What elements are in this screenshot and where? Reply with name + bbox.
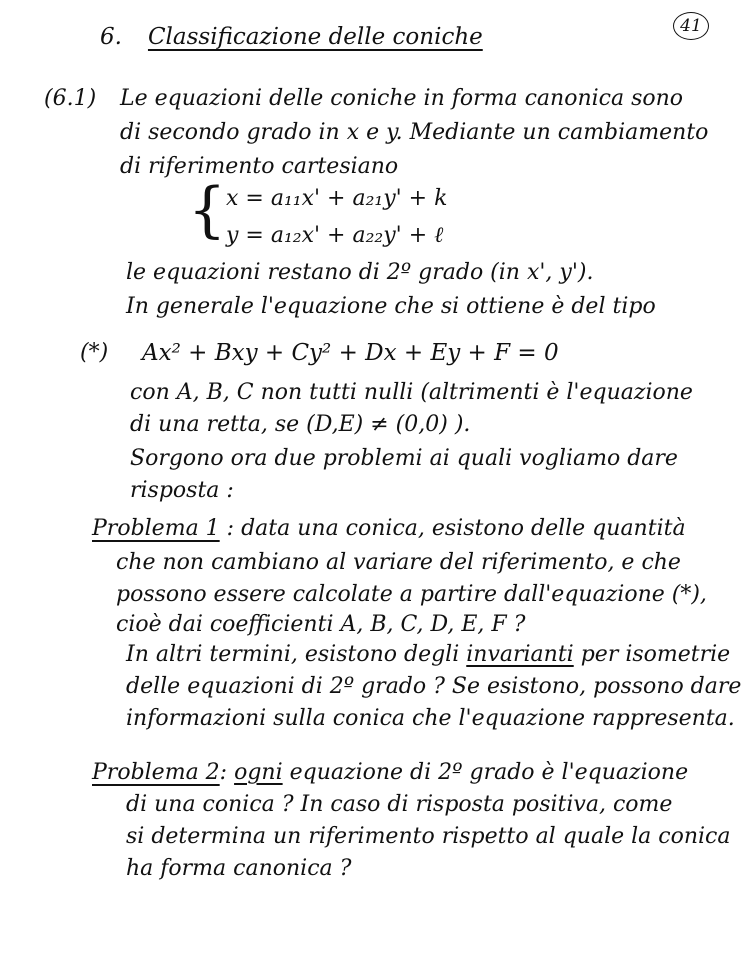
system-eq-y: y = a₁₂x' + a₂₂y' + ℓ [226,223,444,248]
problem1-line-4: cioè dai coefficienti A, B, C, D, E, F ? [116,612,526,637]
problem1-first-line [92,516,686,541]
chapter-number: 6. [100,24,122,50]
problem2-line-4: ha forma canonica ? [126,856,352,881]
problem1-first-text: : data una conica, esistono delle quantità [226,516,686,541]
equation-line-3: Sorgono ora due problemi ai quali vogliamo dare [130,446,678,471]
problem2-first-line [92,760,688,785]
problem2-ogni: ogni [234,760,283,785]
problem1-line5-post: per isometrie [573,642,731,667]
problem2-title: Problema 2 [92,760,220,785]
system-eq-x: x = a₁₁x' + a₂₁y' + k [226,186,448,211]
section-line-3: di riferimento cartesiano [120,154,399,179]
section-line-1: Le equazioni delle coniche in forma canonica sono [120,86,684,111]
problem1-line-6: delle equazioni di 2º grado ? Se esistono, possono dare [126,674,742,699]
equation-line-4: risposta : [130,478,234,503]
system-brace: { [188,175,227,245]
problem2-colon: : [219,760,235,785]
problem1-line-7: informazioni sulla conica che l'equazione rappresenta. [126,706,735,731]
section-after-line-2: In generale l'equazione che si ottiene è del tipo [126,294,656,319]
chapter-heading [100,24,483,50]
chapter-title: Classificazione delle coniche [147,24,483,50]
problem1-line-2: che non cambiano al variare del riferimento, e che [116,550,681,575]
equation-label: (*) [80,340,109,365]
problem1-invarianti: invarianti [466,642,574,667]
problem1-title: Problema 1 [92,516,220,541]
problem2-first-rest: equazione di 2º grado è l'equazione [282,760,689,785]
section-after-line-1: le equazioni restano di 2º grado (in x', y'). [126,260,594,285]
problem1-line5-pre: In altri termini, esistono degli [126,642,467,667]
problem1-line-3: possono essere calcolate a partire dall'equazione (*), [116,582,707,607]
problem2-line-3: si determina un riferimento rispetto al quale la conica [126,824,731,849]
section-line-2: di secondo grado in x e y. Mediante un cambiamento [120,120,709,145]
main-equation: Ax² + Bxy + Cy² + Dx + Ey + F = 0 [142,340,559,366]
section-label: (6.1) [44,86,97,111]
problem2-line-2: di una conica ? In caso di risposta positiva, come [126,792,673,817]
equation-line-1: con A, B, C non tutti nulli (altrimenti è l'equazione [130,380,693,405]
problem1-line-5 [126,642,730,667]
page-number: 41 [673,12,709,40]
equation-line-2: di una retta, se (D,E) ≠ (0,0) ). [130,412,471,437]
